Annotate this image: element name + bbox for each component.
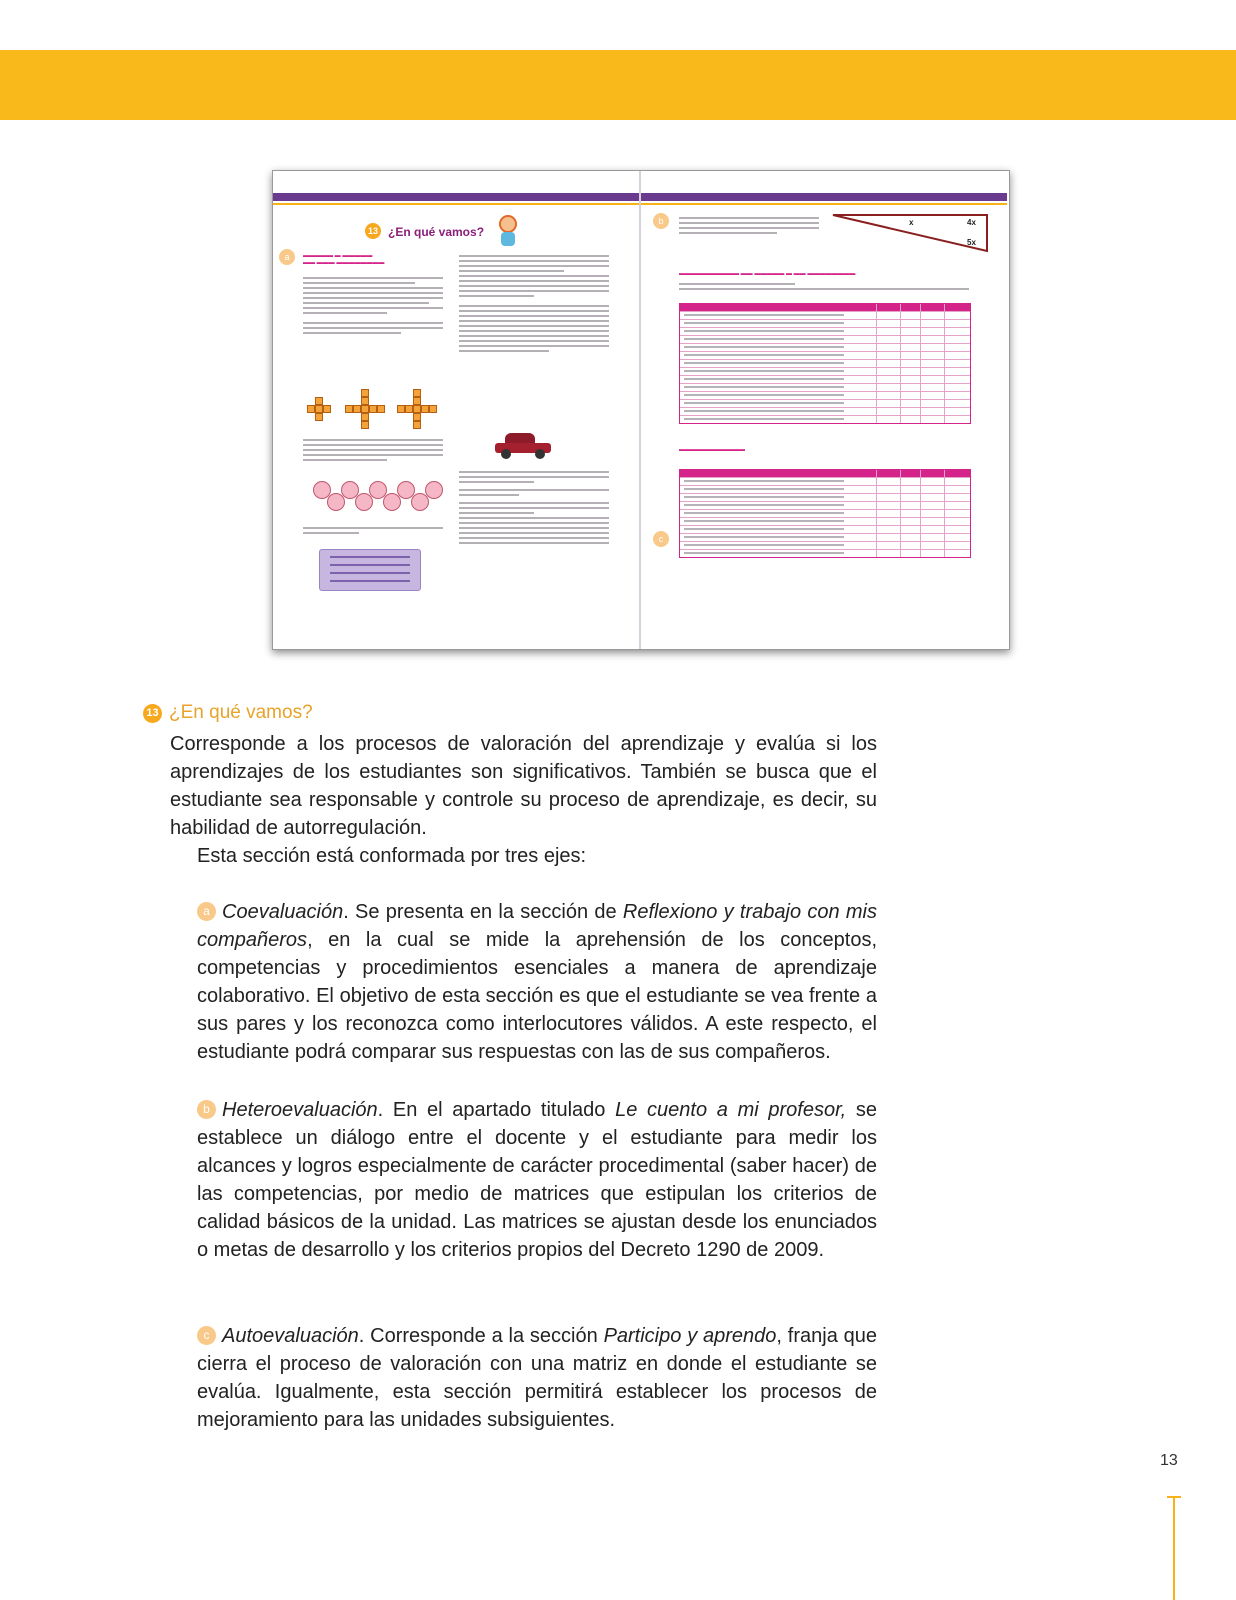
car-illustration [495,433,551,459]
equation-box [319,549,421,591]
intro-paragraph: Corresponde a los procesos de valoración del aprendizaje y evalúa si los aprendizajes de los estudiantes son significativos. También se busca que el estudiante sea responsable y controle su proceso de aprendizaje, es decir, su habilidad de autorregulación. [170,733,877,839]
triangle-figure [831,211,991,255]
thumbnail-purple-bar [273,193,639,201]
thumbnail-left-page [273,171,639,649]
header-band [0,50,1236,120]
thumbnail-marker-c: c [653,531,669,547]
thumbnail-right-page [641,171,1007,649]
letter-badge-b: b [197,1100,216,1119]
item-autoevaluacion [197,1322,877,1434]
thumbnail-yellow-rule-right [641,203,1007,205]
thumbnail-heteroevaluacion-title: ▬▬▬▬▬▬▬▬▬▬ ▬▬ ▬▬▬▬▬ ▬ ▬▬ ▬▬▬▬▬▬▬▬ [679,271,856,277]
thumbnail-title: ¿En qué vamos? [388,225,485,239]
item-text: . Corresponde a la sección [358,1325,604,1347]
thumbnail-marker-b: b [653,213,669,229]
thumbnail-subheading: ▬▬▬▬▬ ▬ ▬▬▬▬▬ ▬▬ ▬▬▬ ▬▬▬▬▬▬▬▬ [303,253,385,266]
boy-illustration [495,215,521,247]
item-reference: Reflexiono y trabajo con mis compañeros [197,901,877,951]
thumbnail-purple-bar-right [641,193,1007,201]
thumbnail-text-block-2 [459,255,609,355]
item-coevaluacion [197,898,877,1066]
item-term: Autoevaluación [222,1325,359,1347]
item-text: . En el apartado titulado [377,1099,616,1121]
thumbnail-text-block-3 [303,439,443,464]
thumbnail-marker-a: a [279,249,295,265]
item-text: , en la cual se mide la aprehensión de los conceptos, competencias y procedimientos esenciales a manera de aprendizaje colaborativo. El objetivo de esta sección es que el estudiante se vea frente a sus pares y los reconozca como interlocutores válidos. A este respecto, el estudiante podrá comparar sus respuestas con las de sus compañeros. [197,929,877,1063]
item-text: se establece un diálogo entre el docente y el estudiante para medir los alcances y logros especialmente de carácter procedimental (saber hacer) de las competencias, por medio de matrices que estipulan los criterios de calidad básicos de la unidad. Las matrices se ajustan desde los enunciados o metas de desarrollo y los criterios propios del Decreto 1290 de 2009. [197,1099,877,1261]
autoevaluacion-matrix [679,469,971,558]
thumbnail-text-block [303,277,443,337]
lead-paragraph: Esta sección está conformada por tres ejes: [197,845,587,867]
thumbnail-text-block-7 [679,283,969,293]
triangle-label-x: x [909,218,914,227]
thumbnail-autoevaluacion-title: ▬▬▬▬▬▬▬▬▬▬▬ [679,447,745,453]
thumbnail-text-block-5 [459,471,609,547]
page-number: 13 [1160,1452,1178,1469]
item-text: , franja que cierra el proceso de valoración con una matriz en donde el estudiante se evalúa. Igualmente, esta sección permitirá establecer los procesos de mejoramiento para las unidades subsiguientes. [197,1325,878,1431]
book-spread-image [272,170,1010,650]
thumbnail-text-block-4 [303,527,443,537]
thumbnail-text-block-6 [679,217,819,237]
thumbnail-section-number: 13 [365,223,381,239]
triangle-label-4x: 4x [967,218,976,227]
item-heteroevaluacion [197,1096,877,1264]
thumbnail-yellow-rule [273,203,639,205]
letter-badge-c: c [197,1326,216,1345]
item-term: Heteroevaluación [222,1099,378,1121]
item-reference: Le cuento a mi profesor, [615,1099,847,1121]
triangle-label-5x: 5x [967,238,976,247]
item-term: Coevaluación [222,901,344,923]
item-text: . Se presenta en la sección de [343,901,623,923]
item-reference: Participo y aprendo [603,1325,777,1347]
cube-figures [301,391,441,427]
letter-badge-a: a [197,902,216,921]
section-number-badge: 13 [143,704,162,723]
margin-line [1173,1496,1175,1600]
heteroevaluacion-matrix [679,303,971,424]
circle-diagram [313,481,443,511]
section-heading: ¿En qué vamos? [169,702,313,723]
